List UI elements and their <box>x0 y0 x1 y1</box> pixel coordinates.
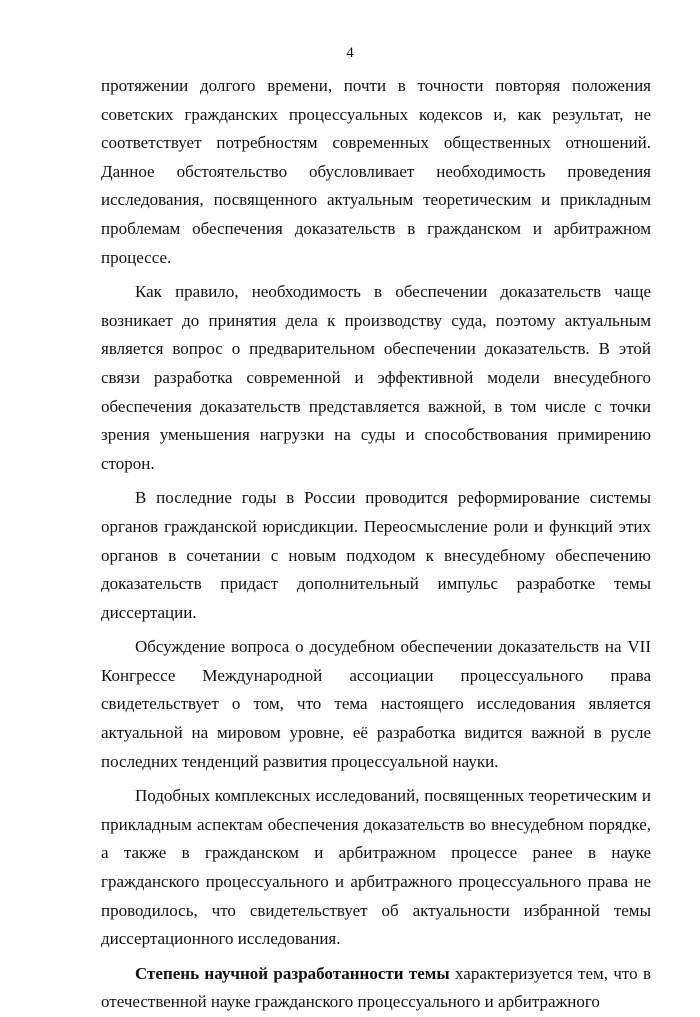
section-lead-heading: Степень научной разработанности темы <box>135 963 450 983</box>
paragraph-degree-of-development <box>101 960 651 1017</box>
paragraph-reform: В последние годы в России проводится реформирование системы органов гражданской юрисдикции. Переосмысление роли и функций этих органов в сочетании с новым подходом к внесудебному обеспечению доказательств придаст дополнительный импульс разработке темы диссертации. <box>101 488 651 622</box>
page-number: 4 <box>346 45 354 61</box>
paragraph-continuation: протяжении долгого времени, почти в точности повторяя положения советских гражданских процессуальных кодексов и, как результат, не соответствует потребностям современных общественных отношений. Данное обстоятельство обусловливает необходимость проведения исследования, посвященного актуальным теоретическим и прикладным проблемам обеспечения доказательств в гражданском и арбитражном процессе. <box>101 76 651 267</box>
paragraph-preliminary-securing: Как правило, необходимость в обеспечении доказательств чаще возникает до принятия дела к производству суда, поэтому актуальным является вопрос о предварительном обеспечении доказательств. В этой связи разработка современной и эффективной модели внесудебного обеспечения доказательств представляется важной, в том числе с точки зрения уменьшения нагрузки на суды и способствования примирению сторон. <box>101 282 651 473</box>
paragraph-relevance: Подобных комплексных исследований, посвященных теоретическим и прикладным аспектам обеспечения доказательств во внесудебном порядке, а также в гражданском и арбитражном процессе ранее в науке гражданского процессуального и арбитражного процессуального права не проводилось, что свидетельствует об актуальности избранной темы диссертационного исследования. <box>101 786 651 949</box>
paragraph-text: характеризуется тем, что в отечественной науке гражданского процессуального и арбитражного <box>101 963 651 1012</box>
paragraph-congress: Обсуждение вопроса о досудебном обеспечении доказательств на VII Конгрессе Международной ассоциации процессуального права свидетельствует о том, что тема настоящего исследования является актуальной на мировом уровне, её разработка видится важной в русле последних тенденций развития процессуальной науки. <box>101 637 651 771</box>
document-body <box>101 72 651 1017</box>
